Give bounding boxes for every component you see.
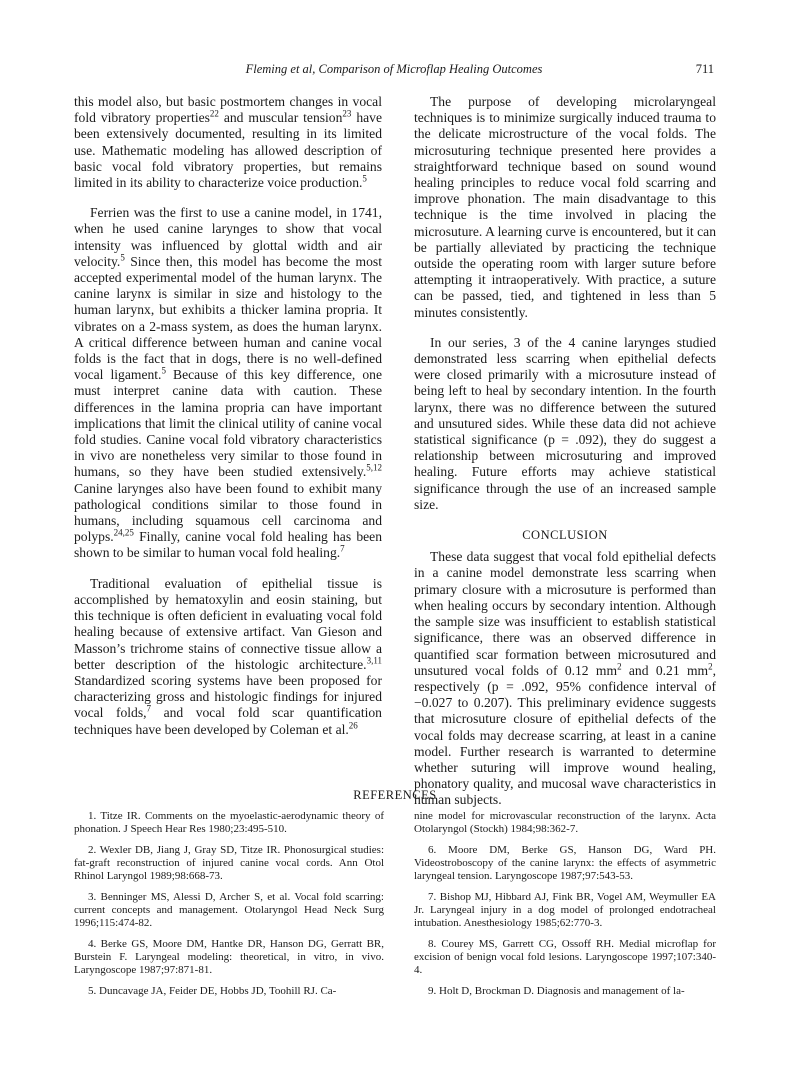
reference-entry: 8. Courey MS, Garrett CG, Ossoff RH. Medial microflap for excision of benign vocal fold lesions. Laryngoscope 1997;107:340-4.: [414, 938, 716, 976]
page-number: 711: [695, 62, 714, 76]
right-text-column: [414, 94, 716, 823]
references-right-column: [414, 810, 716, 1006]
body-paragraph: Traditional evaluation of epithelial tissue is accomplished by hematoxylin and eosin staining, but this technique is often deficient in evaluating vocal fold healing because of extensive artifact. Van Gieson and Masson’s trichrome stains of connective tissue allow a better description of the histologic architecture.$^{3,11}$ Standardized scoring systems have been proposed for characterizing gross and histologic findings for injured vocal folds,$^7$ and vocal fold scar quantification techniques have been developed by Coleman et al.$^{26}$: [74, 575, 382, 737]
reference-entry: 1. Titze IR. Comments on the myoelastic-aerodynamic theory of phonation. J Speech Hear Res 1980;23:495-510.: [74, 810, 384, 835]
body-paragraph: In our series, 3 of the 4 canine larynges studied demonstrated less scarring when epithelial defects were closed primarily with a microsuture instead of being left to heal by secondary intention. In the fourth larynx, there was no difference between the sutured and unsutured sides. While these data did not achieve statistical significance (p = .092), they do suggest a relationship between microsuturing and improved healing. Future efforts may achieve statistical significance through the use of an increased sample size.: [414, 334, 716, 512]
references-left-column: [74, 810, 384, 1006]
references-heading: REFERENCES: [353, 788, 437, 802]
reference-entry: 3. Benninger MS, Alessi D, Archer S, et al. Vocal fold scarring: current concepts and management. Otolaryngol Head Neck Surg 1996;115:474-82.: [74, 891, 384, 929]
body-paragraph: The purpose of developing microlaryngeal techniques is to minimize surgically induced trauma to the delicate microstructure of the vocal folds. The microsuturing technique presented here provides a straightforward technique based on sound wound healing principles to reduce vocal fold scarring and improve phonation. The main disadvantage to this technique is the time involved in placing the microsuture. A learning curve is encountered, but it can be partially alleviated by practicing the technique outside the operating room with larger suture before attempting it intraoperatively. With practice, a suture can be passed, tied, and tightened in less than 5 minutes consistently.: [414, 94, 716, 320]
reference-entry: 4. Berke GS, Moore DM, Hantke DR, Hanson DG, Gerratt BR, Burstein F. Laryngeal modeling: theoretical, in vitro, in vivo. Laryngoscope 1987;97:871-81.: [74, 938, 384, 976]
left-text-column: [74, 94, 382, 752]
body-paragraph: These data suggest that vocal fold epithelial defects in a canine model demonstrate less scarring when primary closure with a microsuture is performed than when healing occurs by secondary intention. Although the sample size was insufficient to establish statistical significance, there was an observed difference in quantified scar formation between microsutured and unsutured vocal folds of 0.12 $mm^2$ and 0.21 $mm^2$, respectively (p = .092, 95% confidence interval of −0.027 to 0.207). This preliminary evidence suggests that microsuture closure of epithelial defects of the vocal folds may decrease scarring, at least in a canine model. Further research is warranted to determine whether suturing will improve wound healing, phonatory quality, and mucosal wave characteristics in human subjects.: [414, 549, 716, 808]
reference-entry: nine model for microvascular reconstruction of the larynx. Acta Otolaryngol (Stockh) 1984;98:362-7.: [414, 810, 716, 835]
reference-entry: 7. Bishop MJ, Hibbard AJ, Fink BR, Vogel AM, Weymuller EA Jr. Laryngeal injury in a dog model of prolonged endotracheal intubation. Anesthesiology 1985;62:770-3.: [414, 891, 716, 929]
body-paragraph: this model also, but basic postmortem changes in vocal fold vibratory properties$^{22}$ and muscular tension$^{23}$ have been extensively documented, resulting in its limited use. Mathematic modeling has allowed description of basic vocal fold vibratory properties, but remains limited in its ability to characterize voice production.$^5$: [74, 94, 382, 191]
running-header: [74, 62, 714, 80]
body-paragraph: Ferrien was the first to use a canine model, in 1741, when he used canine larynges to show that vocal intensity was influenced by glottal width and air velocity.$^5$ Since then, this model has become the most accepted experimental model of the human larynx. The canine larynx is similar in size and histology to the human larynx, but exhibits a thicker lamina propria. It vibrates on a 2-mass system, as does the human larynx. A critical difference between human and canine vocal folds is the fact that in dogs, there is no well-defined vocal ligament.$^5$ Because of this key difference, one must interpret canine data with caution. These differences in the lamina propria can have important implications that limit the clinical utility of canine vocal fold studies. Canine vocal fold vibratory characteristics in vivo are nonetheless very similar to those found in humans, so they have been studied extensively.$^{5,12}$ Canine larynges also have been found to exhibit many pathological conditions similar to those found in humans, including squamous cell carcinoma and polyps.$^{24,25}$ Finally, canine vocal fold healing has been shown to be similar to human vocal fold healing.$^7$: [74, 205, 382, 561]
reference-entry: 9. Holt D, Brockman D. Diagnosis and management of la-: [428, 985, 685, 997]
reference-entry: 2. Wexler DB, Jiang J, Gray SD, Titze IR. Phonosurgical studies: fat-graft reconstruction of injured canine vocal cords. Ann Otol Rhinol Laryngol 1989;98:668-73.: [74, 844, 384, 882]
reference-entry: 5. Duncavage JA, Feider DE, Hobbs JD, Toohill RJ. Ca-: [88, 985, 337, 997]
running-title: Fleming et al, Comparison of Microflap Healing Outcomes: [245, 62, 543, 76]
conclusion-heading: CONCLUSION: [522, 528, 608, 543]
reference-entry: 6. Moore DM, Berke GS, Hanson DG, Ward PH. Videostroboscopy of the canine larynx: the effects of asymmetric laryngeal tension. Laryngoscope 1987;97:543-53.: [414, 844, 716, 882]
